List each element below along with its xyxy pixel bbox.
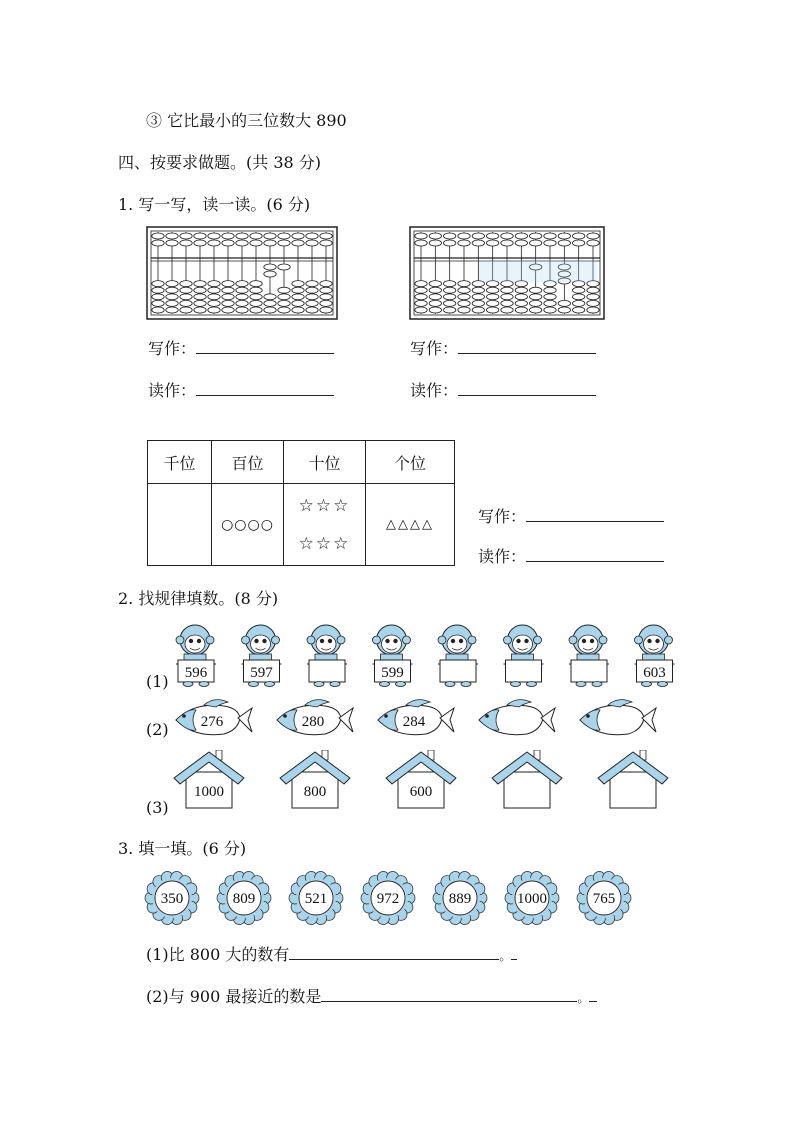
answer-line-sub2[interactable]	[321, 987, 577, 1002]
header-thousands: 千位	[148, 441, 212, 484]
write-answer-line-3[interactable]	[526, 507, 664, 522]
write-answer-line-2[interactable]	[458, 339, 596, 354]
flower-number	[433, 872, 487, 925]
flower-number	[145, 872, 199, 925]
previous-item-3: ③ 它比最小的三位数大 890	[146, 111, 347, 130]
monkey-number: 603	[643, 665, 666, 681]
flower-value: 972	[376, 891, 400, 907]
row-1-label: (1)	[146, 672, 169, 691]
fish-sequence	[168, 696, 668, 744]
write-answer-line-1[interactable]	[196, 339, 334, 354]
read-answer-line-3[interactable]	[526, 547, 664, 562]
question-1-title: 1. 写一写，读一读。(6 分)	[118, 195, 311, 214]
house-card	[174, 750, 244, 808]
question-3-title: 3. 填一填。(6 分)	[118, 839, 247, 858]
fish-card	[277, 700, 353, 735]
monkey-card	[569, 625, 609, 687]
row-2-label: (2)	[146, 720, 169, 739]
line-tail-2	[589, 987, 597, 1002]
monkey-card	[242, 625, 282, 687]
house-sequence	[168, 750, 673, 812]
fish-number: 276	[200, 714, 224, 730]
sub-question-2: (2)与 900 最接近的数是 。	[146, 984, 597, 1007]
flower-value: 1000	[517, 891, 547, 907]
monkey-number: 596	[184, 665, 208, 681]
house-card	[492, 750, 562, 808]
cell-ones: △△△△	[366, 484, 455, 566]
write-label-1: 写作：	[148, 336, 334, 359]
place-value-table	[147, 440, 455, 566]
flower-number	[505, 872, 559, 925]
monkey-number: 599	[381, 665, 404, 681]
house-number: 800	[303, 784, 327, 800]
read-answer-line-2[interactable]	[458, 381, 596, 396]
read-label-1: 读作：	[148, 378, 334, 401]
flower-value: 350	[160, 891, 184, 907]
flower-value: 765	[592, 891, 616, 907]
answer-line-sub1[interactable]	[289, 945, 499, 960]
house-card	[598, 750, 668, 808]
section-4-title: 四、按要求做题。(共 38 分)	[118, 153, 322, 172]
monkey-number: 597	[250, 665, 273, 681]
abacus-2	[409, 226, 605, 322]
fish-card	[378, 700, 454, 735]
monkey-card	[373, 625, 413, 687]
monkey-card	[504, 625, 544, 687]
sub-question-1: (1)比 800 大的数有 。	[146, 942, 517, 965]
house-card	[386, 750, 456, 808]
header-hundreds: 百位	[212, 441, 284, 484]
flower-numbers	[140, 868, 640, 928]
flower-number	[289, 872, 343, 925]
read-label-3: 读作：	[478, 544, 664, 567]
write-label-3: 写作：	[478, 504, 664, 527]
flower-value: 809	[232, 891, 256, 907]
fish-number: 280	[301, 714, 325, 730]
line-tail-1	[511, 945, 517, 960]
fish-number: 284	[402, 714, 426, 730]
house-number: 1000	[194, 784, 224, 800]
flower-number	[577, 872, 631, 925]
write-label-2: 写作：	[410, 336, 596, 359]
row-3-label: (3)	[146, 798, 169, 817]
flower-value: 889	[448, 891, 472, 907]
cell-tens: ☆☆☆ ☆☆☆	[284, 484, 366, 566]
monkey-card	[176, 625, 216, 687]
fish-card	[580, 700, 656, 735]
cell-hundreds: ○○○○	[212, 484, 284, 566]
house-card	[280, 750, 350, 808]
header-ones: 个位	[366, 441, 455, 484]
question-2-title: 2. 找规律填数。(8 分)	[118, 589, 279, 608]
monkey-card	[438, 625, 478, 687]
abacus-1	[146, 226, 338, 322]
read-label-2: 读作：	[410, 378, 596, 401]
house-number: 600	[409, 784, 433, 800]
read-answer-line-1[interactable]	[196, 381, 334, 396]
header-tens: 十位	[284, 441, 366, 484]
flower-value: 521	[304, 891, 328, 907]
monkey-sequence	[168, 622, 678, 688]
flower-number	[361, 872, 415, 925]
cell-thousands	[148, 484, 212, 566]
fish-card	[176, 700, 252, 735]
monkey-card	[635, 625, 675, 687]
flower-number	[217, 872, 271, 925]
monkey-card	[307, 625, 347, 687]
fish-card	[479, 700, 555, 735]
